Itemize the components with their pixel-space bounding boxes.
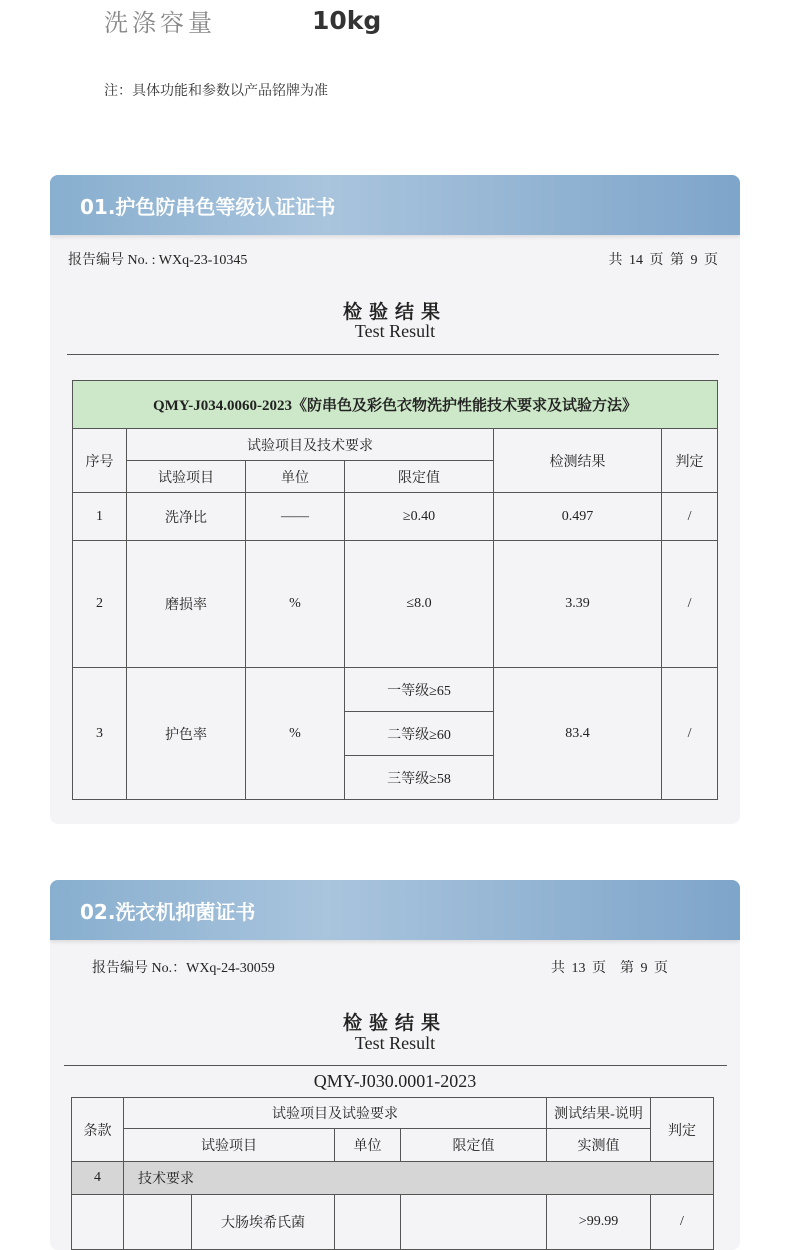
page-indicator: 共 13 页 第 9 页 [551, 961, 668, 976]
cell-measured: >99.99 [547, 1195, 651, 1250]
header-item: 试验项目 [124, 1129, 335, 1162]
result-subtitle: Test Result [354, 321, 436, 341]
result-subtitle: Test Result [354, 1033, 436, 1053]
standard-title: QMY-J034.0060-2023《防串色及彩色衣物洗护性能技术要求及试验方法》 [73, 381, 718, 429]
cell-unit: % [246, 668, 345, 800]
table-row [73, 493, 718, 541]
spec-capacity [104, 2, 381, 38]
result-title: 检验结果 [342, 1012, 447, 1034]
page-indicator: 共 14 页 第 9 页 [608, 253, 718, 268]
cell-judge: / [662, 668, 718, 800]
header-result: 检测结果 [494, 429, 662, 493]
header-item: 试验项目 [127, 461, 246, 493]
cell-item: 护色率 [127, 668, 246, 800]
cell-limit: ≤8.0 [345, 541, 494, 668]
cell-item: 磨损率 [127, 541, 246, 668]
header-limit: 限定值 [345, 461, 494, 493]
cell-result: 0.497 [494, 493, 662, 541]
cell-limit-grade-1: 一等级≥65 [345, 668, 494, 712]
divider [67, 354, 719, 355]
header-limit: 限定值 [401, 1129, 547, 1162]
cell-unit: —— [246, 493, 345, 541]
footnote: 注：具体功能和参数以产品铭牌为准 [104, 83, 328, 99]
standard-code: QMY-J030.0001-2023 [313, 1071, 477, 1091]
cell-seq: 2 [73, 541, 127, 668]
cell-limit: ≥0.40 [345, 493, 494, 541]
cell-section-label: 技术要求 [124, 1162, 714, 1195]
header-item-group: 试验项目及技术要求 [127, 429, 494, 461]
header-item-group: 试验项目及试验要求 [124, 1098, 547, 1129]
cell-category [124, 1195, 192, 1250]
card-title: 02.洗衣机抑菌证书 [50, 880, 740, 940]
report-number: 报告编号 No.：WXq-24-30059 [92, 961, 275, 976]
header-result-group: 测试结果-说明 [547, 1098, 651, 1129]
cell-seq: 3 [73, 668, 127, 800]
cert-card-antibacterial [50, 880, 740, 1250]
header-clause: 条款 [72, 1098, 124, 1162]
header-seq: 序号 [73, 429, 127, 493]
table-row [73, 541, 718, 668]
card-title: 01.护色防串色等级认证证书 [50, 175, 740, 235]
cell-limit-grade-2: 二等级≥60 [345, 712, 494, 756]
cell-clause: 4 [72, 1162, 124, 1195]
header-judge: 判定 [651, 1098, 714, 1162]
result-title: 检验结果 [342, 301, 447, 323]
divider [64, 1065, 727, 1066]
cell-limit [401, 1195, 547, 1250]
header-judge: 判定 [662, 429, 718, 493]
header-unit: 单位 [246, 461, 345, 493]
section-row [72, 1162, 714, 1195]
spec-value: 10kg [312, 5, 382, 35]
cert-card-color-protection [50, 175, 740, 824]
table-row [72, 1195, 714, 1250]
cell-result: 83.4 [494, 668, 662, 800]
cell-item: 洗净比 [127, 493, 246, 541]
cell-judge: / [662, 541, 718, 668]
cell-unit: % [246, 541, 345, 668]
cell-judge: / [651, 1195, 714, 1250]
cell-clause [72, 1195, 124, 1250]
cell-result: 3.39 [494, 541, 662, 668]
report-number: 报告编号 No. : WXq-23-10345 [68, 253, 248, 268]
header-measured: 实测值 [547, 1129, 651, 1162]
cell-judge: / [662, 493, 718, 541]
header-unit: 单位 [335, 1129, 401, 1162]
cell-seq: 1 [73, 493, 127, 541]
cell-sub-item: 大肠埃希氏菌 [192, 1195, 335, 1250]
table-row [73, 668, 718, 712]
spec-label: 洗涤容量 [104, 8, 216, 37]
cell-unit [335, 1195, 401, 1250]
result-table [72, 380, 718, 800]
cell-limit-grade-3: 三等级≥58 [345, 756, 494, 800]
result-table [71, 1097, 714, 1250]
